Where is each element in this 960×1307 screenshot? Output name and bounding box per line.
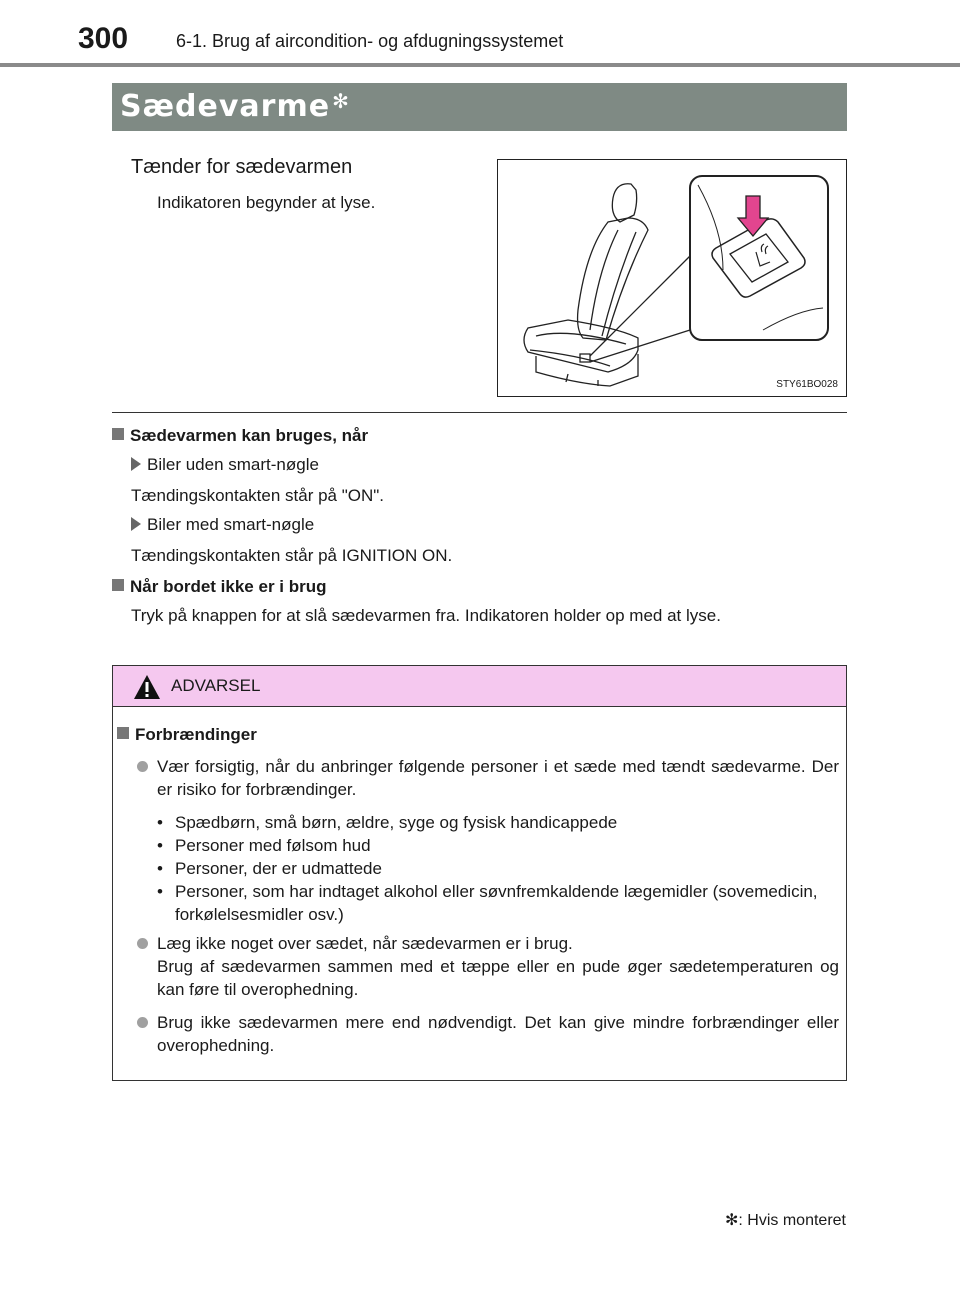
title-bar — [112, 83, 847, 131]
sub-list-item-text: Personer, som har indtaget alkohol eller søvnfremkaldende lægemidler (sovemedicin, forkølelsesmidler osv.) — [175, 882, 818, 924]
dot-bullet: • — [157, 882, 163, 901]
warning-bullet-text: Brug ikke sædevarmen mere end nødvendigt. Det kan give mindre forbrændinger eller overophedning. — [157, 1013, 839, 1055]
optional-star-icon: ✻ — [332, 89, 350, 113]
warning-title: ADVARSEL — [171, 676, 261, 695]
sub-list — [157, 811, 837, 926]
usage-heading-text: Sædevarmen kan bruges, når — [130, 426, 369, 445]
triangle-bullet-icon — [131, 457, 141, 471]
not-in-use-heading-text: Når bordet ikke er i brug — [130, 577, 327, 596]
warning-header — [113, 666, 846, 707]
round-bullet-icon — [137, 938, 148, 949]
round-bullet-icon — [137, 761, 148, 772]
burns-heading-text: Forbrændinger — [135, 725, 257, 744]
sub-list-item-text: Personer, der er udmattede — [175, 859, 382, 878]
sub-list-item — [157, 811, 837, 834]
warning-bullet-text: Brug af sædevarmen sammen med et tæppe eller en pude øger sædetemperaturen og kan føre til overophedning. — [157, 957, 839, 999]
usage-item-label — [131, 515, 314, 535]
not-in-use-heading — [112, 577, 327, 597]
divider — [112, 412, 847, 413]
intro-heading: Tænder for sædevarmen — [131, 156, 353, 178]
warning-bullet-text: Vær forsigtig, når du anbringer følgende personer i et sæde med tændt sædevarme. Der er risiko for forbrændinger. — [157, 757, 839, 799]
warning-bullet — [137, 932, 839, 1001]
not-in-use-text: Tryk på knappen for at slå sædevarmen fra. Indikatoren holder op med at lyse. — [131, 606, 721, 625]
seat-heater-illustration — [497, 159, 847, 397]
dot-bullet: • — [157, 859, 163, 878]
sub-list-item-text: Spædbørn, små børn, ældre, syge og fysisk handicappede — [175, 813, 618, 832]
page-title — [120, 89, 350, 124]
burns-heading — [117, 725, 257, 745]
usage-item-text: Tændingskontakten står på "ON". — [131, 486, 385, 505]
warning-bullet — [137, 755, 839, 801]
usage-item-label-text: Biler med smart-nøgle — [147, 515, 315, 534]
dot-bullet: • — [157, 813, 163, 832]
sub-list-item — [157, 880, 837, 926]
usage-item-label — [131, 455, 319, 475]
intro-subtext: Indikatoren begynder at lyse. — [157, 193, 376, 212]
page-title-text: Sædevarme — [120, 89, 331, 124]
dot-bullet: • — [157, 836, 163, 855]
header-rule — [0, 63, 960, 67]
sub-list-item — [157, 834, 837, 857]
footnote-text: : Hvis monteret — [738, 1212, 846, 1229]
square-bullet-icon — [117, 727, 129, 739]
section-title: 6-1. Brug af aircondition- og afdugningssystemet — [176, 31, 564, 51]
square-bullet-icon — [112, 579, 124, 591]
square-bullet-icon — [112, 428, 124, 440]
usage-item-label-text: Biler uden smart-nøgle — [147, 455, 319, 474]
warning-bullet-text: Læg ikke noget over sædet, når sædevarmen er i brug. — [157, 934, 573, 953]
warning-box — [112, 665, 847, 1081]
seat-drawing — [498, 160, 846, 396]
usage-heading — [112, 426, 368, 446]
sub-list-item-text: Personer med følsom hud — [175, 836, 371, 855]
warning-bullet — [137, 1011, 839, 1057]
figure-code: STY61BO028 — [776, 379, 838, 390]
footnote — [725, 1210, 846, 1230]
footnote-star-icon: ✻ — [725, 1212, 739, 1229]
usage-item-text: Tændingskontakten står på IGNITION ON. — [131, 546, 453, 565]
round-bullet-icon — [137, 1017, 148, 1028]
sub-list-item — [157, 857, 837, 880]
warning-triangle-icon — [133, 674, 161, 700]
page-number: 300 — [78, 22, 129, 55]
triangle-bullet-icon — [131, 517, 141, 531]
